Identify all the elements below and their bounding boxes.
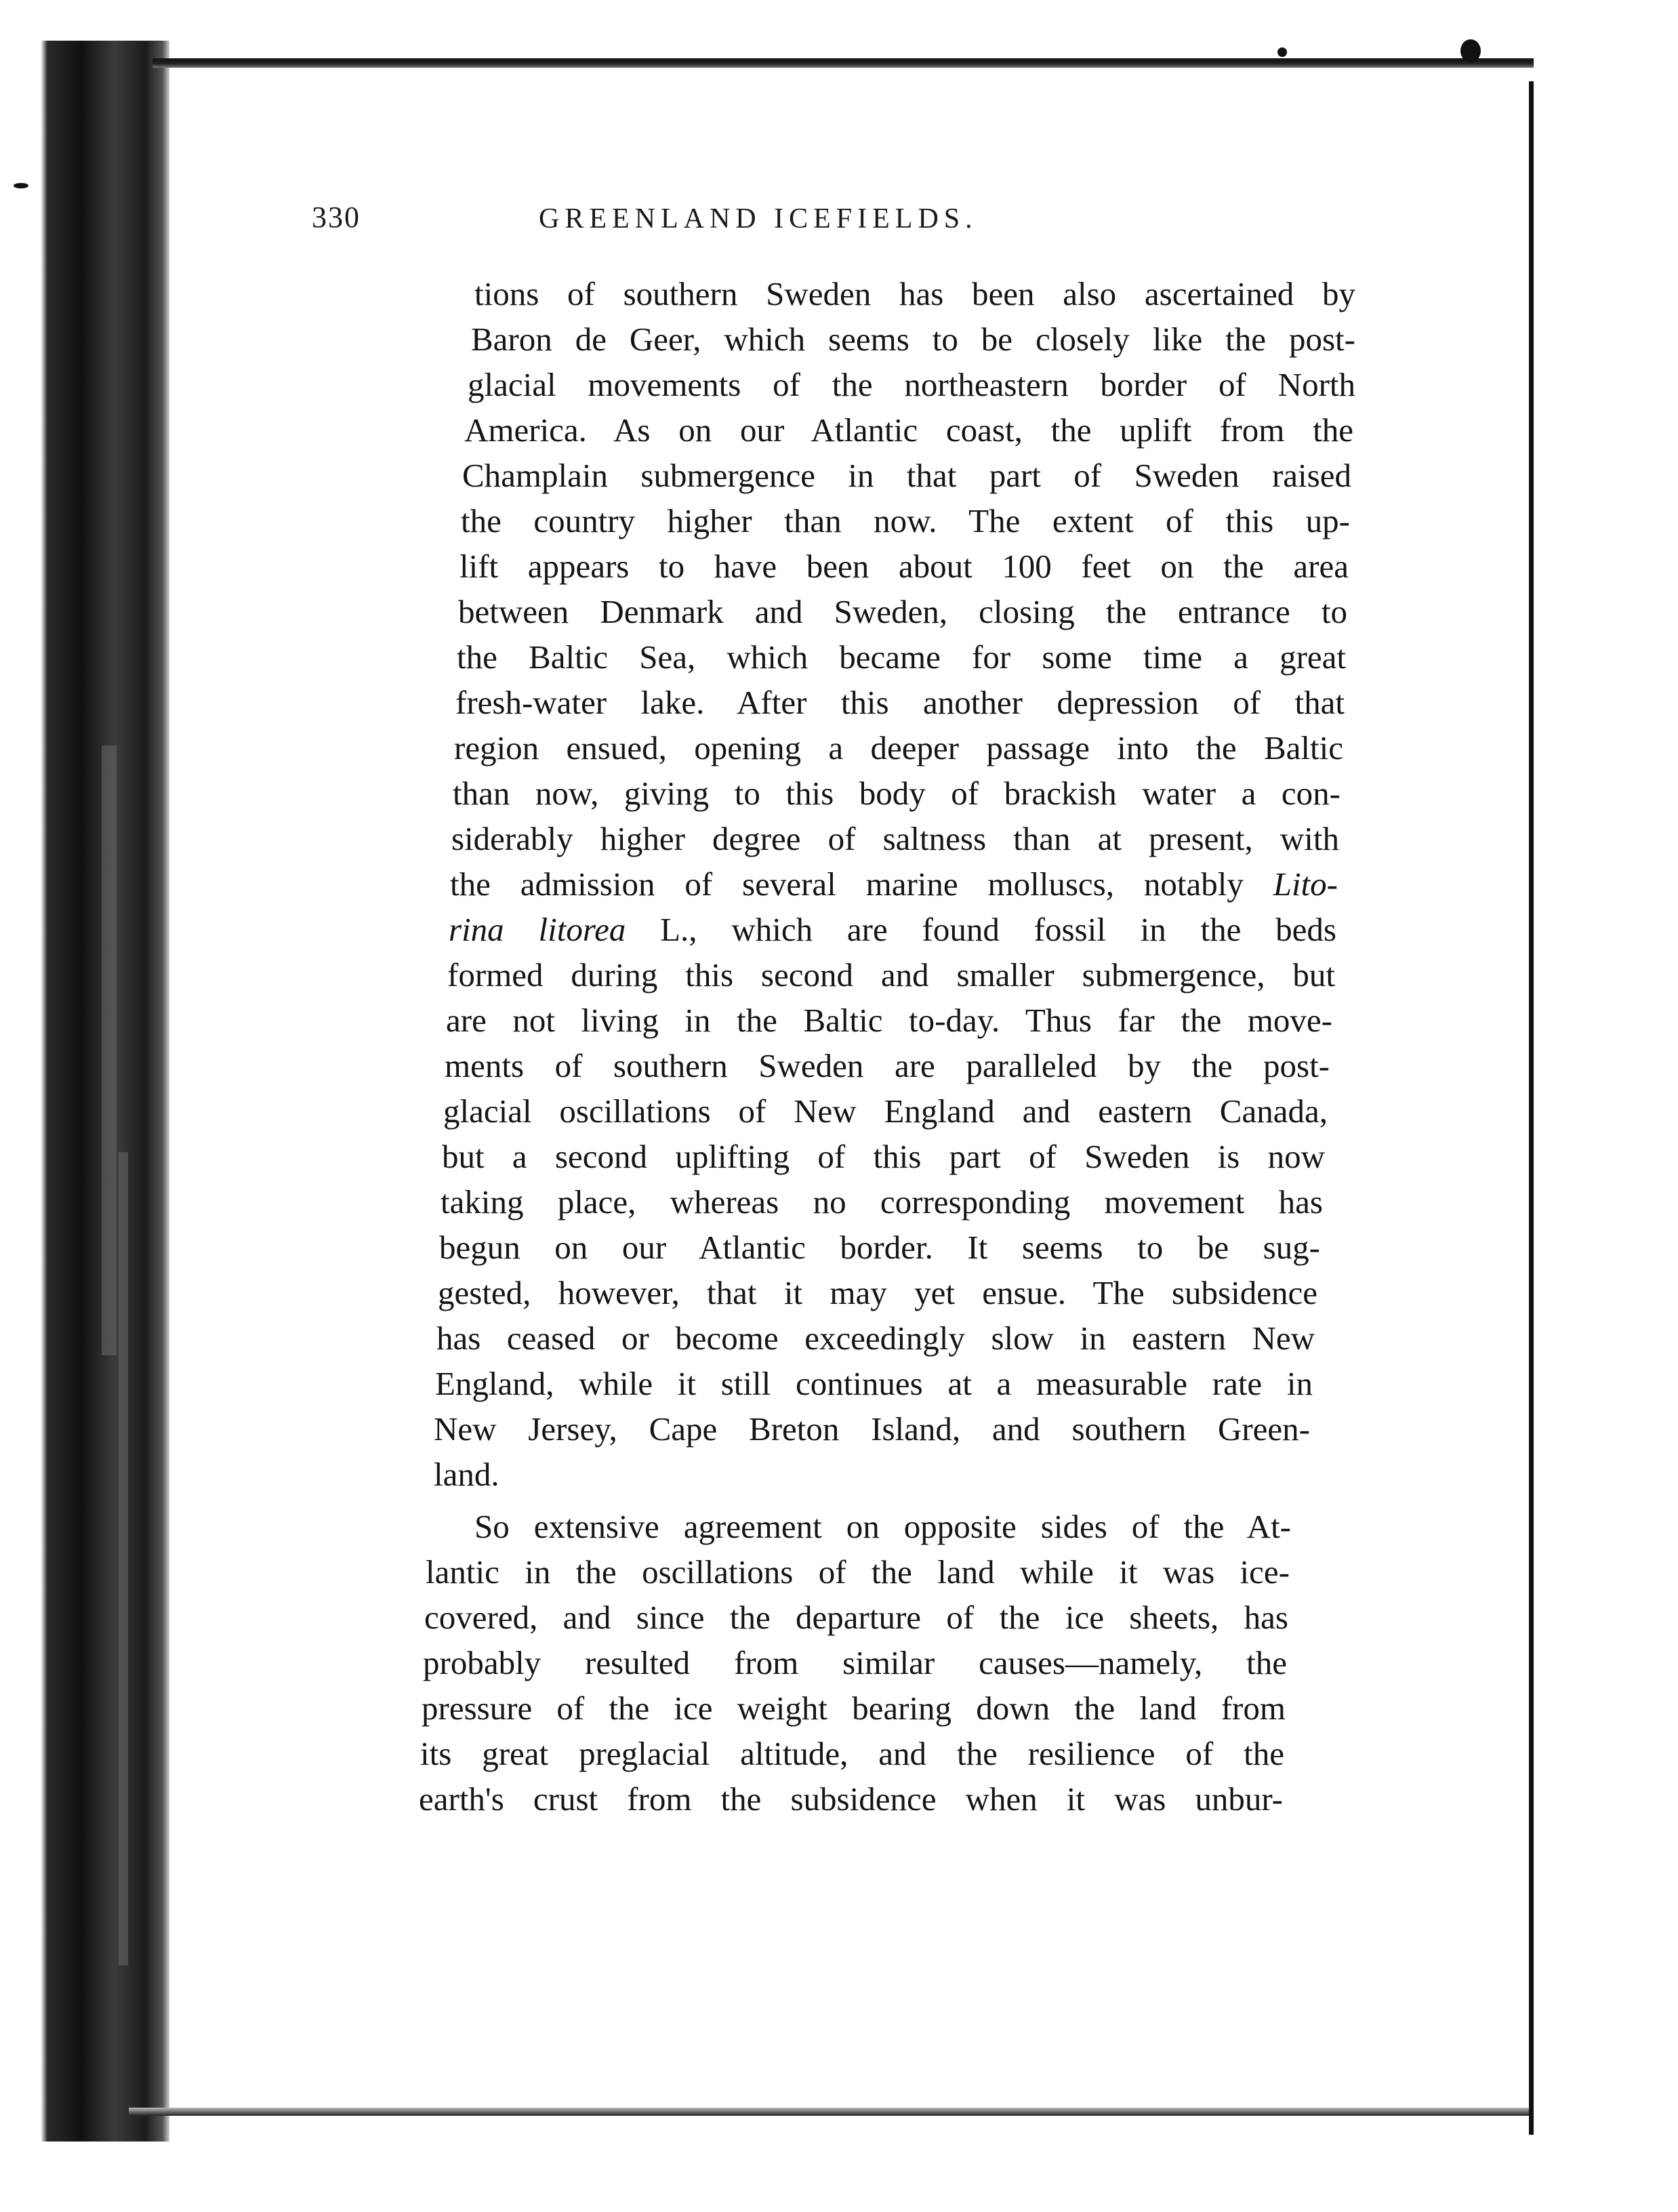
paragraph <box>271 1504 1359 1822</box>
text-line: glacial movements of the northeastern border of North <box>468 366 1355 403</box>
scan-speck <box>14 183 28 188</box>
page-bottom-edge <box>129 2108 1552 2116</box>
body-text <box>271 271 1359 1822</box>
text-line: ments of southern Sweden are paralleled by the post- <box>445 1047 1330 1084</box>
book-spine-shadow <box>0 41 169 2142</box>
running-head <box>312 200 1193 254</box>
text-line: are not living in the Baltic to-day. Thus far the move- <box>446 1002 1332 1039</box>
page-top-edge <box>152 58 1542 68</box>
text-line: tions of southern Sweden has been also ascertained by <box>474 275 1355 312</box>
scan-top-margin <box>0 0 1678 65</box>
spine-streak <box>119 1152 128 1965</box>
page-number: 330 <box>312 201 361 234</box>
text-line: earth's crust from the subsidence when it was unbur- <box>419 1780 1283 1818</box>
scan-speck <box>1277 47 1287 57</box>
text-line: has ceased or become exceedingly slow in eastern New <box>436 1319 1315 1357</box>
page-right-edge <box>1529 81 1534 2135</box>
spine-streak <box>102 745 117 1355</box>
scan-right-margin <box>1534 0 1678 2212</box>
text-line: covered, and since the departure of the ice sheets, has <box>424 1599 1288 1636</box>
text-line: Champlain submergence in that part of Sweden raised <box>462 457 1351 494</box>
text-line: Baron de Geer, which seems to be closely like the post- <box>471 321 1355 358</box>
text-line: formed during this second and smaller submergence, but <box>447 956 1335 994</box>
text-line: its great preglacial altitude, and the resilience of the <box>420 1735 1284 1772</box>
text-line: land. <box>434 1456 499 1493</box>
text-line: region ensued, opening a deeper passage into the Baltic <box>454 729 1343 766</box>
text-line: America. As on our Atlantic coast, the uplift from the <box>464 411 1353 449</box>
text-line: So extensive agreement on opposite sides of the At- <box>474 1508 1291 1545</box>
text-line: begun on our Atlantic border. It seems to be sug- <box>439 1229 1320 1266</box>
text-line: siderably higher degree of saltness than at present, with <box>451 820 1339 857</box>
scan-speck <box>1460 39 1481 62</box>
text-line: glacial oscillations of New England and eastern Canada, <box>443 1092 1328 1130</box>
text-line: taking place, whereas no corresponding movement has <box>441 1183 1323 1221</box>
text-line: gested, however, that it may yet ensue. The subsidence <box>438 1274 1317 1311</box>
text-line: England, while it still continues at a measurable rate in <box>435 1365 1313 1402</box>
text-line: lift appears to have been about 100 feet on the area <box>459 548 1349 585</box>
text-line: pressure of the ice weight bearing down the land from <box>422 1689 1286 1727</box>
text-line: the admission of several marine molluscs, notably Lito- <box>450 865 1338 903</box>
text-line: but a second uplifting of this part of Sweden is now <box>442 1138 1325 1175</box>
text-line: between Denmark and Sweden, closing the entrance to <box>458 593 1347 630</box>
text-line: the country higher than now. The extent of this up- <box>461 502 1350 539</box>
text-line: than now, giving to this body of brackish water a con- <box>453 775 1341 812</box>
text-line: rina litorea L., which are found fossil in the beds <box>449 911 1336 948</box>
text-line: probably resulted from similar causes—namely, the <box>423 1644 1287 1681</box>
text-line: New Jersey, Cape Breton Island, and southern Green- <box>434 1410 1310 1448</box>
text-line: fresh-water lake. After this another depression of that <box>455 684 1345 721</box>
running-title: GREENLAND ICEFIELDS. <box>539 203 978 234</box>
text-line: the Baltic Sea, which became for some time a great <box>457 638 1346 676</box>
text-line: lantic in the oscillations of the land while it was ice- <box>426 1553 1290 1591</box>
paragraph <box>271 271 1359 1497</box>
